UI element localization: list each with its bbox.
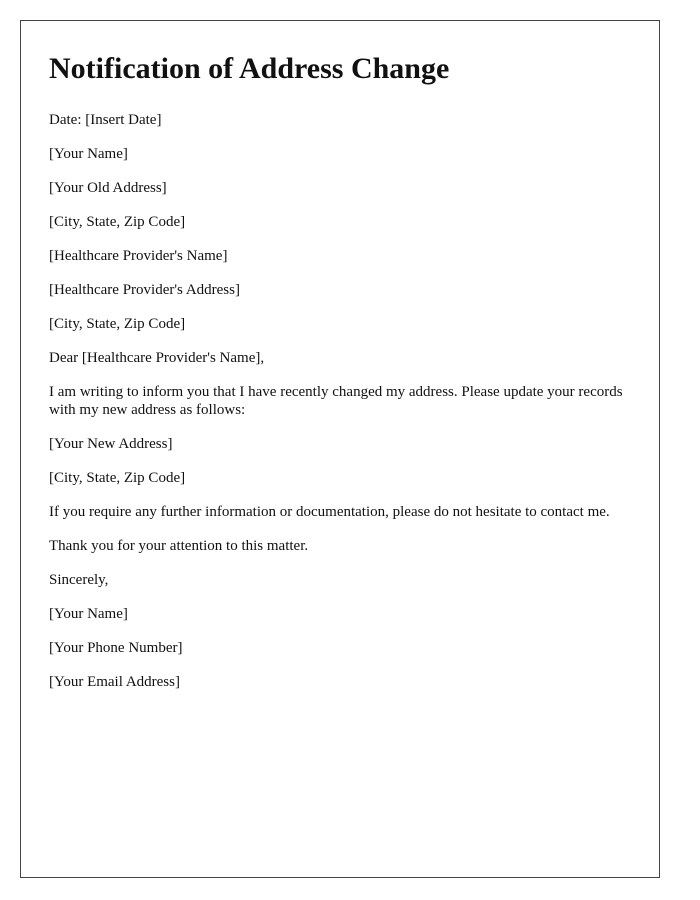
closing: Sincerely, (49, 572, 109, 588)
provider-address: [Healthcare Provider's Address] (49, 282, 240, 298)
signature-phone: [Your Phone Number] (49, 640, 183, 656)
new-address: [Your New Address] (49, 436, 173, 452)
thanks-line: Thank you for your attention to this matter. (49, 538, 309, 554)
sender-old-address: [Your Old Address] (49, 180, 167, 196)
sender-name: [Your Name] (49, 146, 128, 162)
letter-title: Notification of Address Change (49, 52, 450, 85)
body-contact-paragraph: If you require any further information or documentation, please do not hesitate to contact me. (49, 504, 610, 520)
sender-old-city-state-zip: [City, State, Zip Code] (49, 214, 186, 230)
salutation: Dear [Healthcare Provider's Name], (49, 350, 265, 366)
letter-page (20, 20, 660, 878)
signature-name: [Your Name] (49, 606, 128, 622)
date-line: Date: [Insert Date] (49, 112, 162, 128)
letter-content (49, 49, 639, 707)
body-intro-paragraph: I am writing to inform you that I have recently changed my address. Please update your records with my new address as follows: (49, 384, 623, 418)
provider-city-state-zip: [City, State, Zip Code] (49, 316, 186, 332)
new-city-state-zip: [City, State, Zip Code] (49, 470, 186, 486)
provider-name: [Healthcare Provider's Name] (49, 248, 228, 264)
signature-email: [Your Email Address] (49, 674, 180, 690)
